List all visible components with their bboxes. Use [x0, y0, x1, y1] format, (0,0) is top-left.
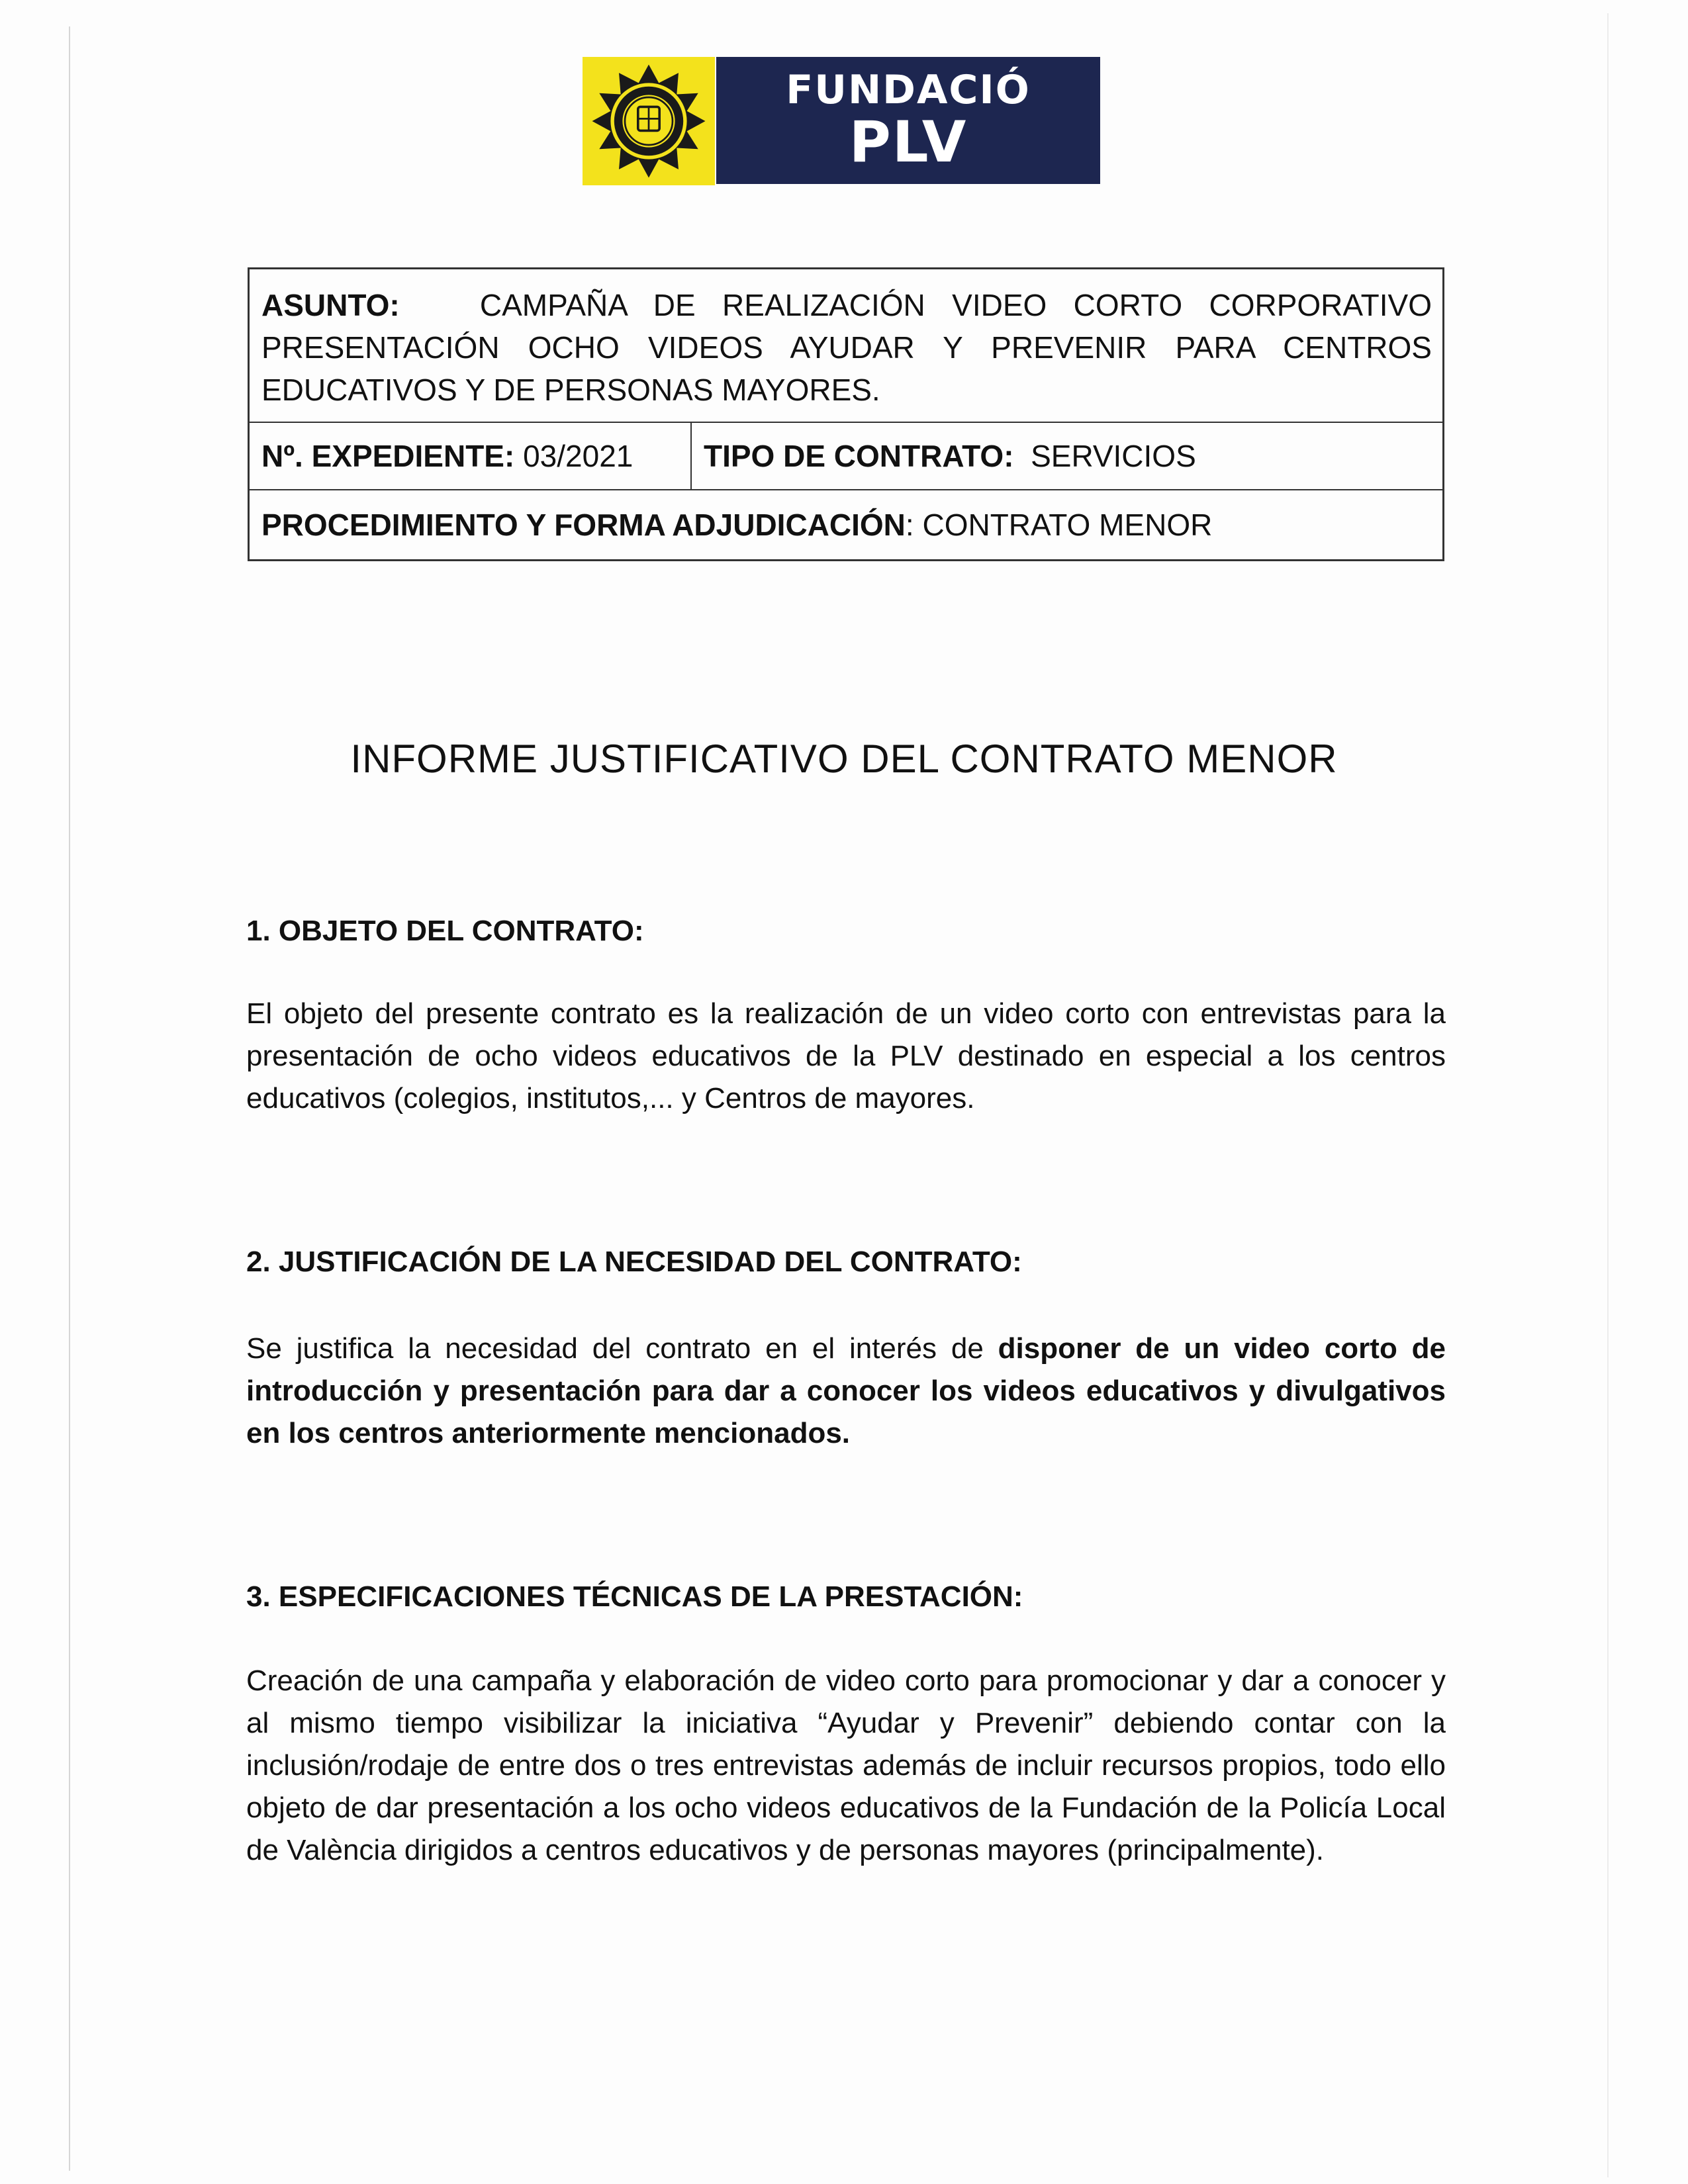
procedimiento-label: PROCEDIMIENTO Y FORMA ADJUDICACIÓN	[261, 508, 906, 542]
section-3-body: Creación de una campaña y elaboración de video corto para promocionar y dar a conocer y al mismo tiempo visibilizar la iniciativa “Ayudar y Prevenir” debiendo contar con la inclusión/rodaje de entre dos o tres entrevistas además de incluir recursos propios, todo ello objeto de dar presentación a los ocho videos educativos de la Fundación de la Policía Local de València dirigidos a centros educativos y de personas mayores (principalmente).	[246, 1664, 1446, 1866]
section-2-body	[246, 1328, 1446, 1455]
police-star-badge-icon	[583, 57, 715, 185]
section-2-body-bold: disponer de un video corto de introducción y presentación para dar a conocer los videos educativos y divulgativos en los centros anteriormente mencionados.	[246, 1332, 1446, 1449]
section-3-heading: 3. ESPECIFICACIONES TÉCNICAS DE LA PRESTACIÓN:	[246, 1580, 1023, 1613]
document-title: INFORME JUSTIFICATIVO DEL CONTRATO MENOR	[350, 737, 1338, 781]
police-star-badge-graphic	[589, 62, 708, 181]
subject-info-table	[248, 267, 1444, 561]
fundacio-plv-logo	[583, 57, 1100, 185]
asunto-value: CAMPAÑA DE REALIZACIÓN VIDEO CORTO CORPORATIVO PRESENTACIÓN OCHO VIDEOS AYUDAR Y PREVENIR PARA CENTROS EDUCATIVOS Y DE PERSONAS MAYORES.	[261, 288, 1432, 407]
expediente-cell	[250, 423, 692, 489]
scan-edge-left	[69, 26, 70, 2171]
scan-edge-right	[1607, 13, 1609, 2177]
procedimiento-row	[250, 490, 1442, 559]
tipo-contrato-label: TIPO DE CONTRATO:	[704, 439, 1014, 473]
expediente-value: 03/2021	[523, 439, 633, 473]
section-2-body-plain: Se justifica la necesidad del contrato en el interés de	[246, 1332, 984, 1365]
asunto-row	[250, 269, 1442, 423]
section-2-heading: 2. JUSTIFICACIÓN DE LA NECESIDAD DEL CONTRATO:	[246, 1246, 1022, 1278]
logo-line-plv: PLV	[849, 109, 968, 175]
section-1-heading: 1. OBJETO DEL CONTRATO:	[246, 915, 644, 947]
procedimiento-colon: :	[905, 508, 923, 542]
procedimiento-value: CONTRATO MENOR	[922, 508, 1213, 542]
section-1-body: El objeto del presente contrato es la realización de un video corto con entrevistas para la presentación de ocho videos educativos de la PLV destinado en especial a los centros educativos (colegios, institutos,... y Centros de mayores.	[246, 997, 1446, 1115]
asunto-label: ASUNTO:	[261, 288, 400, 322]
logo-line-fundacio: FUNDACIÓ	[786, 67, 1031, 113]
logo-wordmark	[716, 57, 1100, 184]
expediente-label: Nº. EXPEDIENTE:	[261, 439, 515, 473]
tipo-contrato-value: SERVICIOS	[1031, 439, 1196, 473]
expediente-tipo-row	[250, 423, 1442, 490]
tipo-contrato-cell	[692, 423, 1442, 489]
